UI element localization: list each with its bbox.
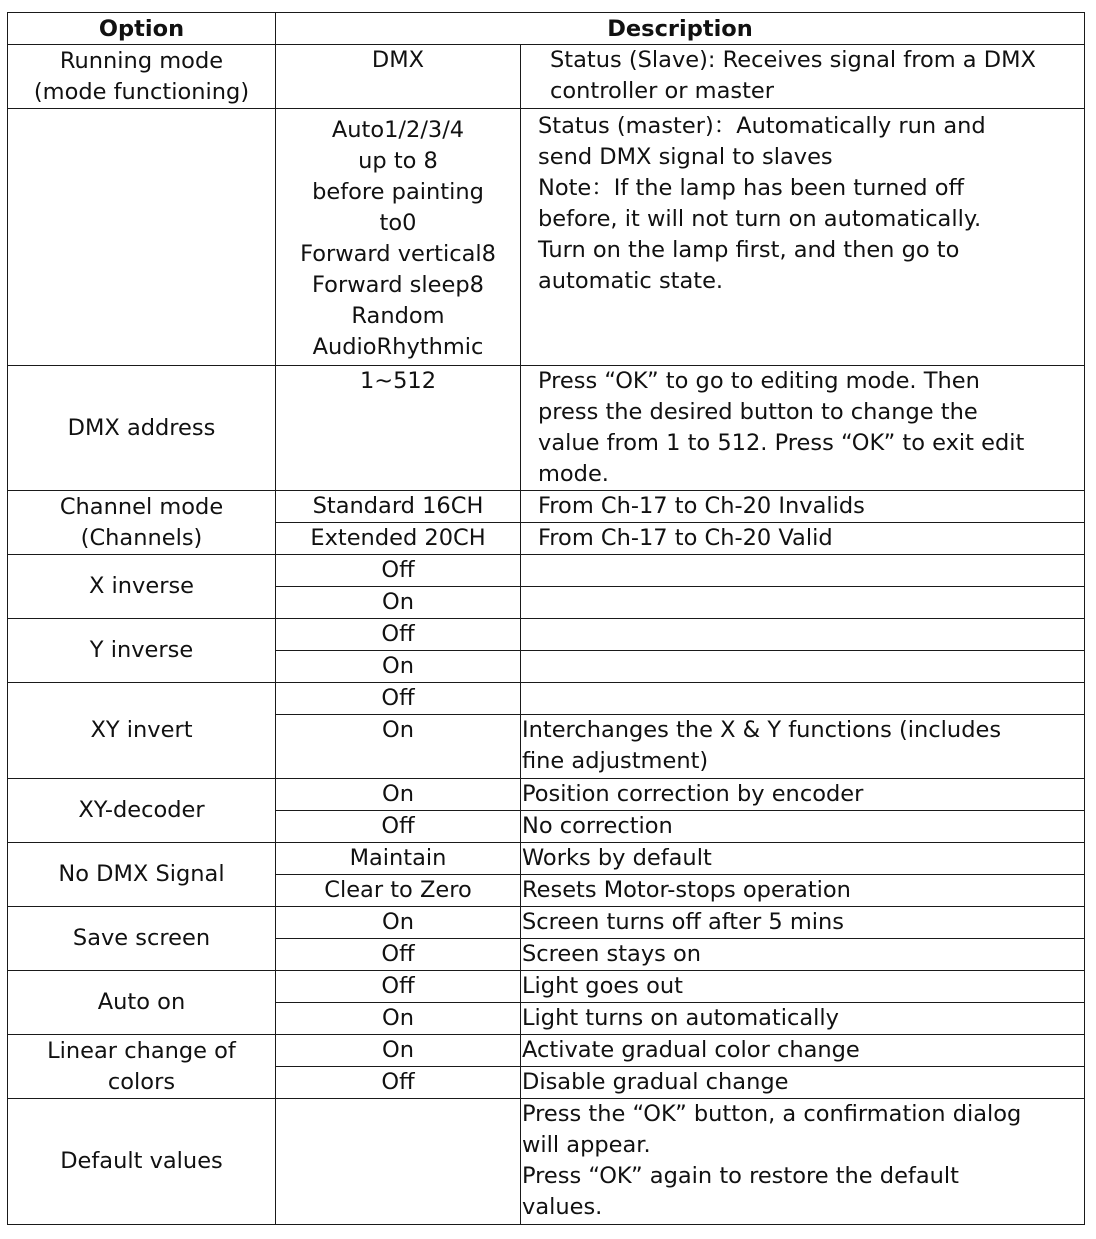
desc-clear-to-zero: Resets Motor-stops operation	[521, 875, 1085, 907]
option-no-dmx-signal: No DMX Signal	[8, 843, 276, 907]
desc-master-status: Status (master)：Automatically run and send DMX signal to slaves Note：If the lamp has been turned off before, it will not turn on automatically. Turn on the lamp first, and then go to automatic state.	[521, 109, 1085, 366]
value-x-inverse-on: On	[276, 587, 521, 619]
desc-empty	[521, 619, 1085, 651]
value-empty	[276, 1099, 521, 1225]
value-xy-decoder-off: Off	[276, 811, 521, 843]
value-y-inverse-on: On	[276, 651, 521, 683]
value-save-screen-on: On	[276, 907, 521, 939]
option-xy-invert: XY invert	[8, 683, 276, 779]
table-row	[8, 907, 1085, 939]
desc-linear-off: Disable gradual change	[521, 1067, 1085, 1099]
option-y-inverse: Y inverse	[8, 619, 276, 683]
desc-empty	[521, 651, 1085, 683]
desc-dmx-address: Press “OK” to go to editing mode. Then press the desired button to change the value from 1 to 512. Press “OK” to exit edit mode.	[521, 366, 1085, 491]
header-option: Option	[8, 13, 276, 45]
value-linear-on: On	[276, 1035, 521, 1067]
desc-auto-on-off: Light goes out	[521, 971, 1085, 1003]
desc-xy-decoder-off: No correction	[521, 811, 1085, 843]
value-xy-decoder-on: On	[276, 779, 521, 811]
option-auto-on: Auto on	[8, 971, 276, 1035]
desc-xy-decoder-on: Position correction by encoder	[521, 779, 1085, 811]
value-dmx: DMX	[276, 45, 521, 109]
desc-empty	[521, 683, 1085, 715]
value-auto-on-on: On	[276, 1003, 521, 1035]
table-row	[8, 1035, 1085, 1067]
table-row	[8, 555, 1085, 587]
desc-save-screen-on: Screen turns off after 5 mins	[521, 907, 1085, 939]
table-row	[8, 619, 1085, 651]
desc-maintain: Works by default	[521, 843, 1085, 875]
desc-auto-on-on: Light turns on automatically	[521, 1003, 1085, 1035]
desc-linear-on: Activate gradual color change	[521, 1035, 1085, 1067]
desc-extended-20ch: From Ch-17 to Ch-20 Valid	[521, 523, 1085, 555]
table-row	[8, 491, 1085, 523]
option-xy-decoder: XY-decoder	[8, 779, 276, 843]
desc-empty	[521, 587, 1085, 619]
header-row	[8, 13, 1085, 45]
option-x-inverse: X inverse	[8, 555, 276, 619]
header-description: Description	[276, 13, 1085, 45]
table-row	[8, 779, 1085, 811]
table-row	[8, 683, 1085, 715]
option-linear-change: Linear change of colors	[8, 1035, 276, 1099]
option-save-screen: Save screen	[8, 907, 276, 971]
table-row	[8, 109, 1085, 366]
value-dmx-range: 1~512	[276, 366, 521, 491]
table-row	[8, 1099, 1085, 1225]
value-y-inverse-off: Off	[276, 619, 521, 651]
table-row	[8, 843, 1085, 875]
value-x-inverse-off: Off	[276, 555, 521, 587]
value-save-screen-off: Off	[276, 939, 521, 971]
value-maintain: Maintain	[276, 843, 521, 875]
table-row	[8, 45, 1085, 109]
option-channel-mode: Channel mode (Channels)	[8, 491, 276, 555]
value-xy-invert-on: On	[276, 715, 521, 779]
table-row	[8, 366, 1085, 491]
value-auto-on-off: Off	[276, 971, 521, 1003]
table-row	[8, 971, 1085, 1003]
option-dmx-address: DMX address	[8, 366, 276, 491]
desc-slave-status: Status (Slave): Receives signal from a DMX controller or master	[521, 45, 1085, 109]
option-default-values: Default values	[8, 1099, 276, 1225]
value-clear-to-zero: Clear to Zero	[276, 875, 521, 907]
desc-standard-16ch: From Ch-17 to Ch-20 Invalids	[521, 491, 1085, 523]
value-standard-16ch: Standard 16CH	[276, 491, 521, 523]
settings-table	[7, 12, 1085, 1225]
option-running-mode: Running mode (mode functioning)	[8, 45, 276, 109]
value-extended-20ch: Extended 20CH	[276, 523, 521, 555]
desc-save-screen-off: Screen stays on	[521, 939, 1085, 971]
value-linear-off: Off	[276, 1067, 521, 1099]
desc-empty	[521, 555, 1085, 587]
desc-xy-invert: Interchanges the X & Y functions (includes fine adjustment)	[521, 715, 1085, 779]
desc-default-values: Press the “OK” button, a confirmation dialog will appear. Press “OK” again to restore the default values.	[521, 1099, 1085, 1225]
option-running-mode-cont	[8, 109, 276, 366]
value-auto-modes: Auto1/2/3/4 up to 8 before painting to0 Forward vertical8 Forward sleep8 Random AudioRhythmic	[276, 109, 521, 366]
value-xy-invert-off: Off	[276, 683, 521, 715]
